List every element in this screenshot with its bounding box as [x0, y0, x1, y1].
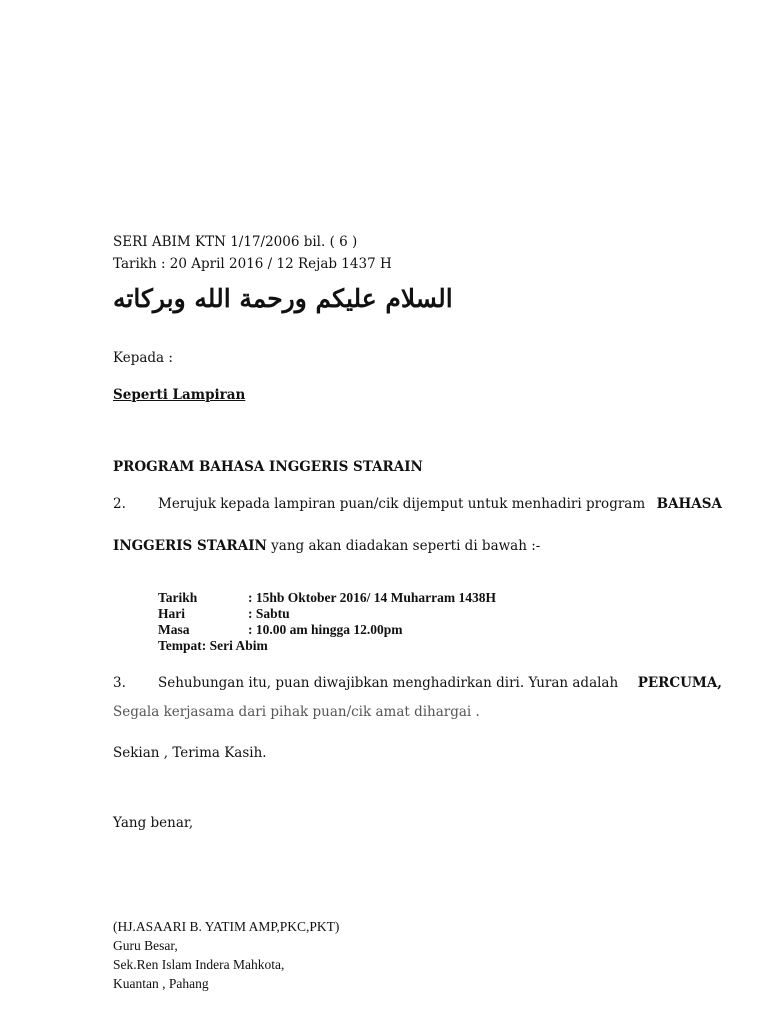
paragraph-3-line-2: Segala kerjasama dari pihak puan/cik amat dihargai .	[113, 704, 480, 720]
detail-masa-label: Masa	[158, 622, 190, 637]
addressee: Seperti Lampiran	[113, 387, 246, 403]
detail-tempat: Tempat: Seri Abim	[158, 638, 268, 653]
salam-greeting: السلام عليكم ورحمة الله وبركاته	[113, 284, 453, 313]
signatory-name: (HJ.ASAARI B. YATIM AMP,PKC,PKT)	[113, 919, 340, 934]
kepada-label: Kepada :	[113, 350, 173, 366]
paragraph-2-line-1	[113, 496, 722, 512]
detail-tarikh-label: Tarikh	[158, 590, 198, 605]
program-name: INGGERIS STARAIN	[113, 538, 267, 554]
signatory-location: Kuantan , Pahang	[113, 976, 209, 991]
signatory-title: Guru Besar,	[113, 938, 178, 953]
subject-heading: PROGRAM BAHASA INGGERIS STARAIN	[113, 459, 423, 475]
signatory-school: Sek.Ren Islam Indera Mahkota,	[113, 957, 285, 972]
letter-date: Tarikh : 20 April 2016 / 12 Rejab 1437 H	[113, 256, 392, 272]
paragraph-3-line-1	[113, 675, 722, 691]
closing-yang-benar: Yang benar,	[113, 815, 194, 831]
detail-masa-value: : 10.00 am hingga 12.00pm	[248, 622, 403, 637]
paragraph-number: 2.	[113, 496, 126, 512]
paragraph-2-bold: BAHASA	[656, 496, 722, 512]
closing-thanks: Sekian , Terima Kasih.	[113, 745, 267, 761]
paragraph-3-text: Sehubungan itu, puan diwajibkan menghadirkan diri. Yuran adalah	[158, 675, 619, 691]
paragraph-3-bold: PERCUMA,	[637, 675, 722, 691]
paragraph-2-line-2	[113, 538, 540, 554]
detail-hari-label: Hari	[158, 606, 185, 621]
reference-number: SERI ABIM KTN 1/17/2006 bil. ( 6 )	[113, 234, 358, 250]
detail-tarikh-value: : 15hb Oktober 2016/ 14 Muharram 1438H	[248, 590, 497, 605]
paragraph-2-text: Merujuk kepada lampiran puan/cik dijemput untuk menhadiri program	[158, 496, 646, 512]
detail-hari-value: : Sabtu	[248, 606, 290, 621]
paragraph-number: 3.	[113, 675, 126, 691]
paragraph-2-rest: yang akan diadakan seperti di bawah :-	[266, 538, 541, 554]
